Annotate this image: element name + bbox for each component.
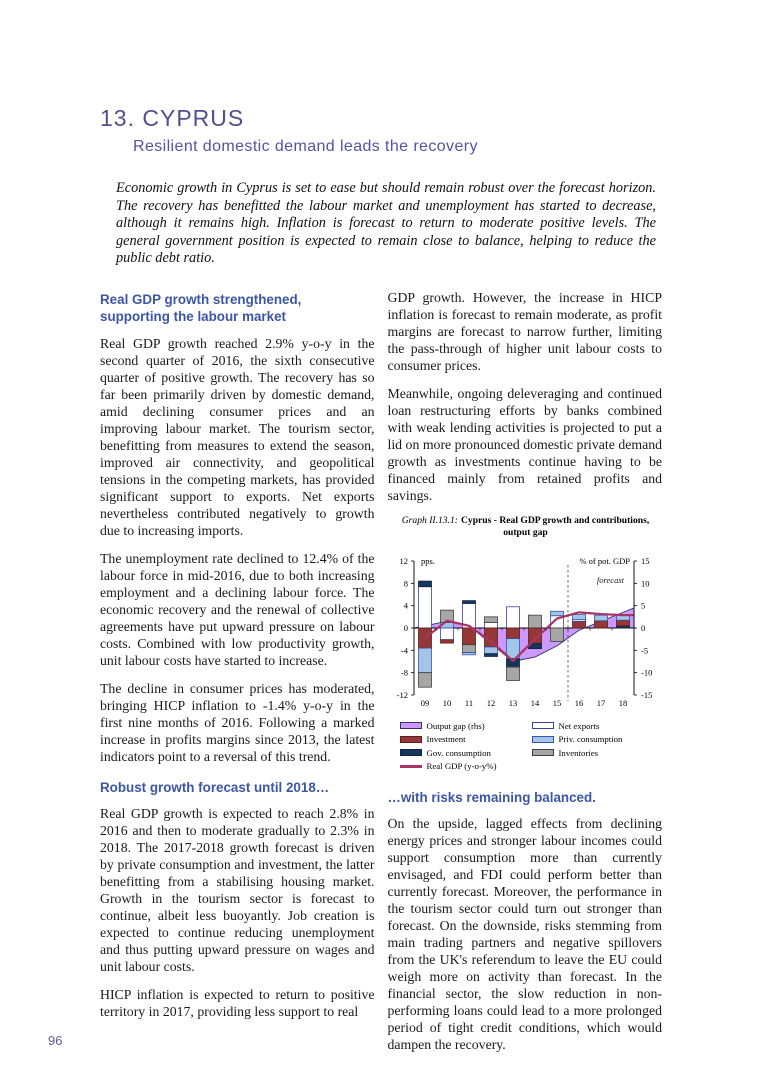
legend-label-st: Inventories	[558, 747, 599, 758]
svg-text:15: 15	[640, 555, 649, 566]
figure-caption-number: Graph II.13.1:	[401, 514, 458, 526]
svg-text:0: 0	[403, 622, 408, 633]
section-heading-gdp-growth: Real GDP growth strengthened, supporting the labour market	[100, 291, 302, 325]
paragraph: The decline in consumer prices has moderated, bringing HICP inflation to -1.4% y-o-y in the first nine months of 2016. Following a marked increase in profits margins since 2013, the latest indicators point to a reversal of this trend.	[100, 680, 375, 764]
svg-text:17: 17	[596, 697, 605, 708]
paragraph: HICP inflation is expected to return to positive territory in 2017, providing less support to real	[100, 987, 375, 1020]
legend-swatch-st	[532, 749, 554, 756]
legend-label-gc: Gov. consumption	[426, 747, 491, 758]
page-number: 96	[48, 1033, 63, 1048]
svg-text:0: 0	[640, 622, 645, 633]
figure-caption-title: Cyprus - Real GDP growth and contributions, output gap	[460, 514, 650, 539]
legend-item-pc	[532, 734, 664, 744]
svg-text:forecast: forecast	[596, 574, 624, 585]
legend-item-ne	[532, 721, 664, 731]
legend-swatch-og	[400, 722, 422, 729]
svg-text:pps.: pps.	[420, 555, 435, 566]
svg-text:13: 13	[508, 697, 517, 708]
paragraph: GDP growth. However, the increase in HICP inflation is forecast to remain moderate, as profit margins are forecast to narrow further, limiting the pass-through of higher unit labour costs to consumer prices.	[387, 289, 662, 373]
svg-text:15: 15	[552, 697, 561, 708]
svg-text:8: 8	[403, 578, 408, 589]
gdp-contributions-chart	[388, 547, 660, 713]
legend-label-og: Output gap (rhs)	[426, 720, 485, 731]
paragraph: The unemployment rate declined to 12.4% of the labour force in mid-2016, due to both increasing employment and a declining labour force. The economic recovery and the renewal of collective agreements have put upward pressure on labour costs. Combined with low productivity growth, unit labour costs have started to increase.	[100, 550, 375, 668]
svg-text:10: 10	[640, 578, 649, 589]
chapter-heading: 13. CYPRUS	[100, 105, 245, 131]
figure-caption	[402, 515, 650, 540]
legend-label-pc: Priv. consumption	[558, 734, 623, 745]
legend-label-gdp: Real GDP (y-o-y%)	[426, 761, 497, 772]
svg-text:-15: -15	[640, 689, 652, 700]
svg-text:11: 11	[464, 697, 473, 708]
paragraph: Meanwhile, ongoing deleveraging and continued loan restructuring efforts by banks combined with weak lending activities is projected to put a lid on more pronounced domestic private demand growth as investments continue having to be financed mainly from retained profits and savings.	[387, 385, 662, 503]
chart-legend	[388, 721, 664, 775]
lede-paragraph: Economic growth in Cyprus is set to ease but should remain robust over the forecast horizon. The recovery has benefitted the labour market and unemployment has started to decrease, although it remains high. Inflation is forecast to return to moderate positive levels. The general government position is expected to remain close to balance, helping to reduce the public debt ratio.	[116, 180, 656, 267]
svg-text:12: 12	[399, 555, 408, 566]
svg-text:18: 18	[618, 697, 627, 708]
left-column	[100, 289, 375, 1064]
figure-graph	[388, 515, 664, 775]
svg-text:16: 16	[574, 697, 583, 708]
chapter-subtitle: Resilient domestic demand leads the recovery	[133, 138, 478, 156]
svg-text:4: 4	[403, 600, 408, 611]
svg-text:% of pot. GDP: % of pot. GDP	[578, 555, 630, 566]
legend-item-og	[400, 721, 532, 731]
legend-item-st	[532, 748, 664, 758]
svg-text:-12: -12	[396, 689, 408, 700]
legend-swatch-ne	[532, 722, 554, 729]
legend-item-gdp	[400, 761, 532, 771]
svg-text:09: 09	[420, 697, 429, 708]
svg-text:-4: -4	[400, 645, 408, 656]
legend-item-gc	[400, 748, 532, 758]
page-content	[100, 106, 662, 1064]
section-heading-growth-forecast: Robust growth forecast until 2018…	[100, 779, 330, 795]
paragraph: On the upside, lagged effects from declining energy prices and stronger labour incomes could support consumption more than currently envisaged, and FDI could perform better than currently forecast. Moreover, the performance in the tourism sector could turn out stronger than forecast. On the downside, risks stemming from main trading partners and negative spillovers from the UK's referendum to leave the EU could weigh more on activity than forecast. In the financial sector, the slow reduction in non-performing loans could lead to a more prolonged period of tight credit conditions, which would dampen the recovery.	[387, 816, 662, 1053]
section-heading-risks: …with risks remaining balanced.	[387, 789, 596, 805]
paragraph: Real GDP growth is expected to reach 2.8% in 2016 and then to moderate gradually to 2.3% in 2018. The 2017-2018 growth forecast is driven by private consumption and investment, the latter benefitting from a stabilising housing market. Growth in the tourism sector is forecast to continue, albeit less buoyantly. Job creation is expected to continue reducing unemployment and thus putting upward pressure on wages and unit labour costs.	[100, 806, 375, 975]
legend-column	[532, 721, 664, 775]
legend-column	[400, 721, 532, 775]
paragraph: Real GDP growth reached 2.9% y-o-y in the second quarter of 2016, the sixth consecutive quarter of positive growth. The recovery has so far been primarily driven by domestic demand, amid declining consumer prices and an improving labour market. The tourism sector, benefitting from measures to extend the season, improved air connectivity, and geopolitical tensions in the competing markets, has provided significant support to exports. Net exports nevertheless contributed negatively to growth due to increasing imports.	[100, 335, 375, 538]
svg-text:-8: -8	[400, 667, 408, 678]
svg-text:-10: -10	[640, 667, 652, 678]
two-column-layout	[100, 289, 662, 1064]
legend-swatch-gc	[400, 749, 422, 756]
svg-text:10: 10	[442, 697, 451, 708]
legend-swatch-inv	[400, 736, 422, 743]
svg-text:5: 5	[640, 600, 645, 611]
legend-label-ne: Net exports	[558, 720, 600, 731]
svg-text:-5: -5	[640, 645, 648, 656]
svg-text:12: 12	[486, 697, 495, 708]
legend-label-inv: Investment	[426, 734, 466, 745]
legend-swatch-gdp	[400, 765, 422, 768]
legend-swatch-pc	[532, 736, 554, 743]
right-column	[388, 289, 663, 1064]
legend-item-inv	[400, 734, 532, 744]
svg-text:14: 14	[530, 697, 539, 708]
